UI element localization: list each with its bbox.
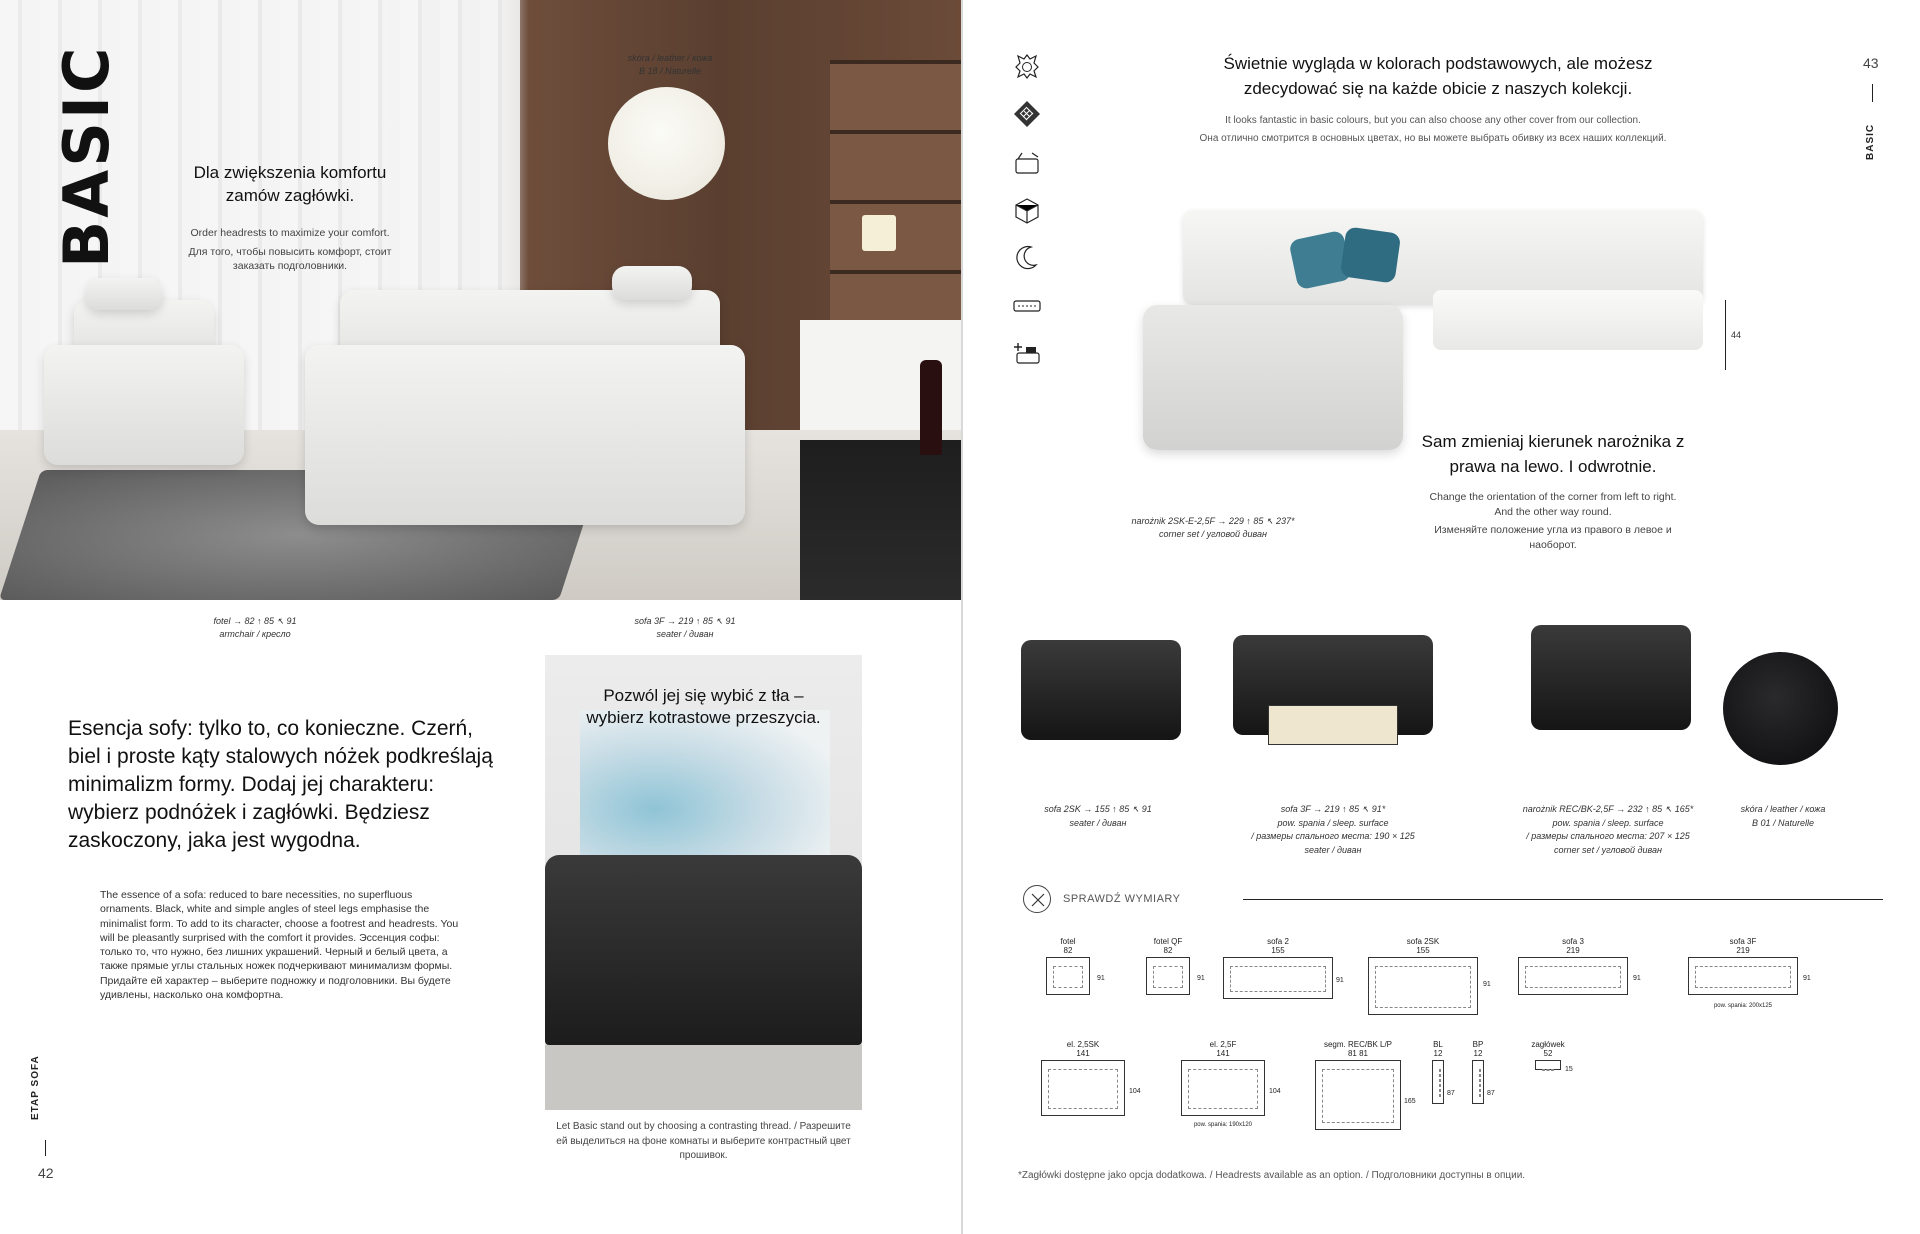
- caption-line: sofa 3F → 219 ↑ 85 ↖ 91*: [1280, 804, 1386, 814]
- divider-line: [1243, 899, 1883, 900]
- caption-line: / размеры спального места: 190 × 125: [1251, 831, 1415, 841]
- measure-cross-icon: [1023, 885, 1051, 913]
- caption-line: pow. spania / sleep. surface: [1552, 817, 1664, 828]
- floor: [545, 1045, 862, 1110]
- product-caption-3: [1488, 803, 1728, 857]
- dim-sofa-2sk: [1363, 937, 1491, 1015]
- dim-width: 141: [1076, 1049, 1090, 1058]
- check-dimensions-label: SPRAWDŹ WYMIARY: [1063, 893, 1181, 905]
- dim-diagram: [1146, 957, 1190, 995]
- dim-bl: [1423, 1040, 1453, 1104]
- caption-line: B 01 / Naturelle: [1751, 817, 1815, 828]
- dim-diagram: [1535, 1060, 1561, 1070]
- product-caption-2: [1213, 803, 1453, 857]
- wine-bottle: [920, 360, 942, 455]
- page-number-right: 43: [1863, 55, 1879, 71]
- dim-height: 165: [1404, 1098, 1416, 1105]
- corner-title: Sam zmieniaj kierunek narożnika z prawa na lewo. I odwrotnie.: [1421, 432, 1685, 476]
- corner-arm: [1143, 305, 1403, 450]
- corner-caption-dims: narożnik 2SK-E-2,5F → 229 ↑ 85 ↖ 237*: [1131, 516, 1295, 526]
- dim-el-25sk: [1033, 1040, 1141, 1116]
- sofa-3f: [305, 345, 745, 525]
- dim-diagram: [1041, 1060, 1125, 1116]
- dim-width: 81 81: [1347, 1049, 1369, 1058]
- basic-vertical-title: [50, 44, 123, 268]
- caption-line: sofa 2SK → 155 ↑ 85 ↖ 91: [1044, 804, 1152, 814]
- dim-headrest: [1523, 1040, 1573, 1073]
- right-subtitle: [1143, 112, 1723, 147]
- dim-height: 104: [1269, 1088, 1281, 1095]
- dim-height: 91: [1483, 981, 1491, 988]
- caption-line: / размеры спального места: 207 × 125: [1526, 831, 1690, 841]
- side-label-text: BASIC: [1865, 123, 1876, 160]
- dim-height: 91: [1633, 975, 1641, 982]
- dim-diagram: [1223, 957, 1333, 999]
- dim-diagram: [1315, 1060, 1401, 1130]
- dim-diagram: [1046, 957, 1090, 995]
- dim-height: 15: [1565, 1066, 1573, 1073]
- product-sofa-3f: [1228, 635, 1438, 755]
- dim-width: 82: [1063, 946, 1073, 955]
- essence-text: The essence of a sofa: reduced to bare necessities, no superfluous ornaments. Black, white and simple angles of steel legs emphasise the minimalist form. To add to its character, choose a footrest and headrests. You will be pleasantly surprised with the comfort it provides. Эссенция софы: только то, что нужно, без лишних украшений. Черный и белый цвета, а также прямые углы стальных ножек подчеркивают минимализм формы. Придайте ей характер – выберите подножку и подголовники. Вы будете удивлены, насколько она комфортна.: [100, 889, 459, 1001]
- dim-width: 219: [1566, 946, 1580, 955]
- dim-width: 219: [1736, 946, 1750, 955]
- dim-name: el. 2,5SK: [1066, 1040, 1100, 1049]
- add-headrest-icon: [1011, 338, 1043, 370]
- dark-sofa: [545, 855, 862, 1045]
- page-number-left: 42: [38, 1165, 54, 1181]
- armchair: [44, 345, 244, 465]
- dim-height: 91: [1097, 975, 1105, 982]
- headrest-en: Order headrests to maximize your comfort.: [190, 226, 390, 239]
- dim-diagram: [1688, 957, 1798, 995]
- footnote: *Zagłówki dostępne jako opcja dodatkowa. / Headrests available as an option. / Подголовники доступны в опции.: [1018, 1170, 1526, 1181]
- white-leather-swatch: [608, 87, 725, 200]
- dim-diagram: [1368, 957, 1478, 1015]
- height-mark-value: 44: [1731, 330, 1742, 340]
- dim-height: 87: [1487, 1090, 1495, 1097]
- moon-sleep-icon: [1011, 242, 1043, 274]
- dim-name: fotel: [1060, 937, 1076, 946]
- caption-line: corner set / угловой диван: [1554, 844, 1662, 855]
- cushion: [1340, 226, 1401, 283]
- armchair-caption-name: armchair / кресло: [219, 629, 291, 640]
- caption-line: pow. spania / sleep. surface: [1277, 817, 1389, 828]
- dim-sofa-2: [1218, 937, 1344, 999]
- side-label: [1865, 120, 1881, 160]
- dim-width: 155: [1271, 946, 1285, 955]
- armchair-caption-dims: fotel → 82 ↑ 85 ↖ 91: [213, 616, 297, 626]
- dim-name: sofa 2SK: [1406, 937, 1440, 946]
- living-room-photo: [0, 0, 961, 600]
- dim-width: 155: [1416, 946, 1430, 955]
- dim-name: zagłówek: [1531, 1040, 1565, 1049]
- dim-height: 87: [1447, 1090, 1455, 1097]
- corner-caption: [1093, 515, 1333, 541]
- corner-text-ru: Изменяйте положение угла из правого в левое и наоборот.: [1434, 524, 1672, 552]
- essence-title: Esencja sofy: tylko to, co konieczne. Czerń, biel i proste kąty stalowych nóżek podkreślają minimalizm formy. Dodaj jej charakteru: wybierz podnóżek i zagłówki. Będziesz zaskoczony, jaka jest wygodna.: [68, 717, 493, 852]
- dim-name: fotel QF: [1153, 937, 1183, 946]
- dim-name: sofa 3F: [1729, 937, 1757, 946]
- material-label: [600, 52, 740, 78]
- caption-line: seater / диван: [1304, 844, 1362, 855]
- dim-width: 141: [1216, 1049, 1230, 1058]
- product-caption-4: [1718, 803, 1848, 830]
- corner-rec-image: [1531, 625, 1691, 730]
- dim-sofa-3: [1513, 937, 1641, 995]
- right-title: Świetnie wygląda w kolorach podstawowych, ale możesz zdecydować się na każde obicie z naszych kolekcji.: [1223, 54, 1653, 98]
- photo2-caption: Let Basic stand out by choosing a contrasting thread. / Разрешите ей выделиться на фоне комнаты и выберите контрастный цвет прошивок.: [556, 1121, 851, 1161]
- dim-diagram: [1518, 957, 1628, 995]
- feature-icons: [1011, 50, 1051, 386]
- armchair-caption: [180, 615, 330, 641]
- page-gutter: [961, 0, 963, 1234]
- basic-title-text: BASIC: [50, 44, 123, 268]
- dim-name: BL: [1433, 1040, 1443, 1049]
- armchair-headrest: [86, 278, 162, 310]
- dim-el-25f: [1173, 1040, 1281, 1128]
- brand-rule: [45, 1140, 46, 1156]
- dim-diagram: [1432, 1060, 1444, 1104]
- dark-sofa-photo: [545, 655, 862, 1110]
- dim-width: 52: [1543, 1049, 1553, 1058]
- dim-note: pow. spania: 190x120: [1193, 1122, 1253, 1128]
- material-label-line2: B 18 / Naturelle: [638, 66, 702, 77]
- corner-seat: [1433, 290, 1703, 350]
- dim-sofa-3f: [1683, 937, 1811, 1009]
- dim-fotel: [1033, 937, 1103, 995]
- sofa-headrest: [612, 266, 692, 300]
- sofa-caption: [610, 615, 760, 641]
- dim-width: 12: [1473, 1049, 1483, 1058]
- dim-name: BP: [1472, 1040, 1484, 1049]
- check-dimensions-row: [1023, 885, 1883, 915]
- dim-height: 91: [1803, 975, 1811, 982]
- side-table: [800, 440, 961, 600]
- brand-vertical: [30, 1055, 50, 1180]
- dim-width: 12: [1433, 1049, 1443, 1058]
- caption-line: seater / диван: [1069, 817, 1127, 828]
- measure-tape-icon: [1011, 146, 1043, 178]
- caption-line: narożnik REC/BK-2,5F → 232 ↑ 85 ↖ 165*: [1522, 804, 1694, 814]
- side-rule: [1872, 84, 1873, 102]
- sofa-2sk-image: [1021, 640, 1181, 740]
- sofa-caption-dims: sofa 3F → 219 ↑ 85 ↖ 91: [634, 616, 736, 626]
- sleep-mattress: [1268, 705, 1398, 745]
- dim-width: 82: [1163, 946, 1173, 955]
- photo2-title: Pozwól jej się wybić z tła – wybierz kotrastowe przeszycia.: [586, 686, 821, 728]
- dim-name: sofa 2: [1267, 937, 1289, 946]
- headrest-block: [180, 162, 400, 274]
- headrest-ru: Для того, чтобы повысить комфорт, стоит заказать подголовники.: [188, 245, 392, 273]
- lamp: [862, 215, 896, 251]
- corner-text: [1423, 490, 1683, 553]
- product-caption-1: [998, 803, 1198, 830]
- bookshelf: [830, 60, 961, 320]
- fabric-weave-icon: [1011, 98, 1043, 130]
- height-mark-line: [1725, 300, 1726, 370]
- dim-note: pow. spania: 200x125: [1713, 1003, 1773, 1009]
- sofa-caption-name: seater / диван: [656, 629, 714, 640]
- right-page: [963, 0, 1920, 1234]
- dim-fotel-qf: [1133, 937, 1203, 995]
- wall-painting: [580, 710, 830, 875]
- storage-box-icon: [1011, 194, 1043, 226]
- brand-text: ETAP SOFA: [30, 1055, 41, 1120]
- black-leather-swatch: [1723, 652, 1838, 765]
- dim-segm-rec-bk: [1308, 1040, 1416, 1130]
- dim-name: sofa 3: [1562, 937, 1584, 946]
- corner-caption-name: corner set / угловой диван: [1159, 529, 1267, 540]
- dim-height: 91: [1336, 977, 1344, 984]
- dim-name: el. 2,5F: [1209, 1040, 1237, 1049]
- dim-bp: [1463, 1040, 1493, 1104]
- product-sofa-2sk: [1013, 640, 1188, 760]
- corner-text-en: Change the orientation of the corner from left to right. And the other way round.: [1429, 491, 1677, 518]
- dim-diagram: [1472, 1060, 1484, 1104]
- material-label-line1: skóra / leather / кожа: [627, 53, 713, 63]
- dim-height: 104: [1129, 1088, 1141, 1095]
- dim-name: segm. REC/BK L/P: [1323, 1040, 1393, 1049]
- dim-height: 91: [1197, 975, 1205, 982]
- right-subtitle-ru: Она отлично смотрится в основных цветах, но вы можете выбрать обивку из всех наших коллекций.: [1199, 132, 1667, 144]
- sleeping-surface-icon: [1011, 290, 1043, 322]
- headrest-title: Dla zwiększenia komfortu zamów zagłówki.: [193, 163, 387, 205]
- dim-diagram: [1181, 1060, 1265, 1116]
- leather-100-icon: [1011, 50, 1043, 82]
- caption-line: skóra / leather / кожа: [1740, 804, 1826, 814]
- product-corner-rec: [1523, 625, 1698, 745]
- right-subtitle-en: It looks fantastic in basic colours, but you can also choose any other cover from our collection.: [1225, 115, 1641, 126]
